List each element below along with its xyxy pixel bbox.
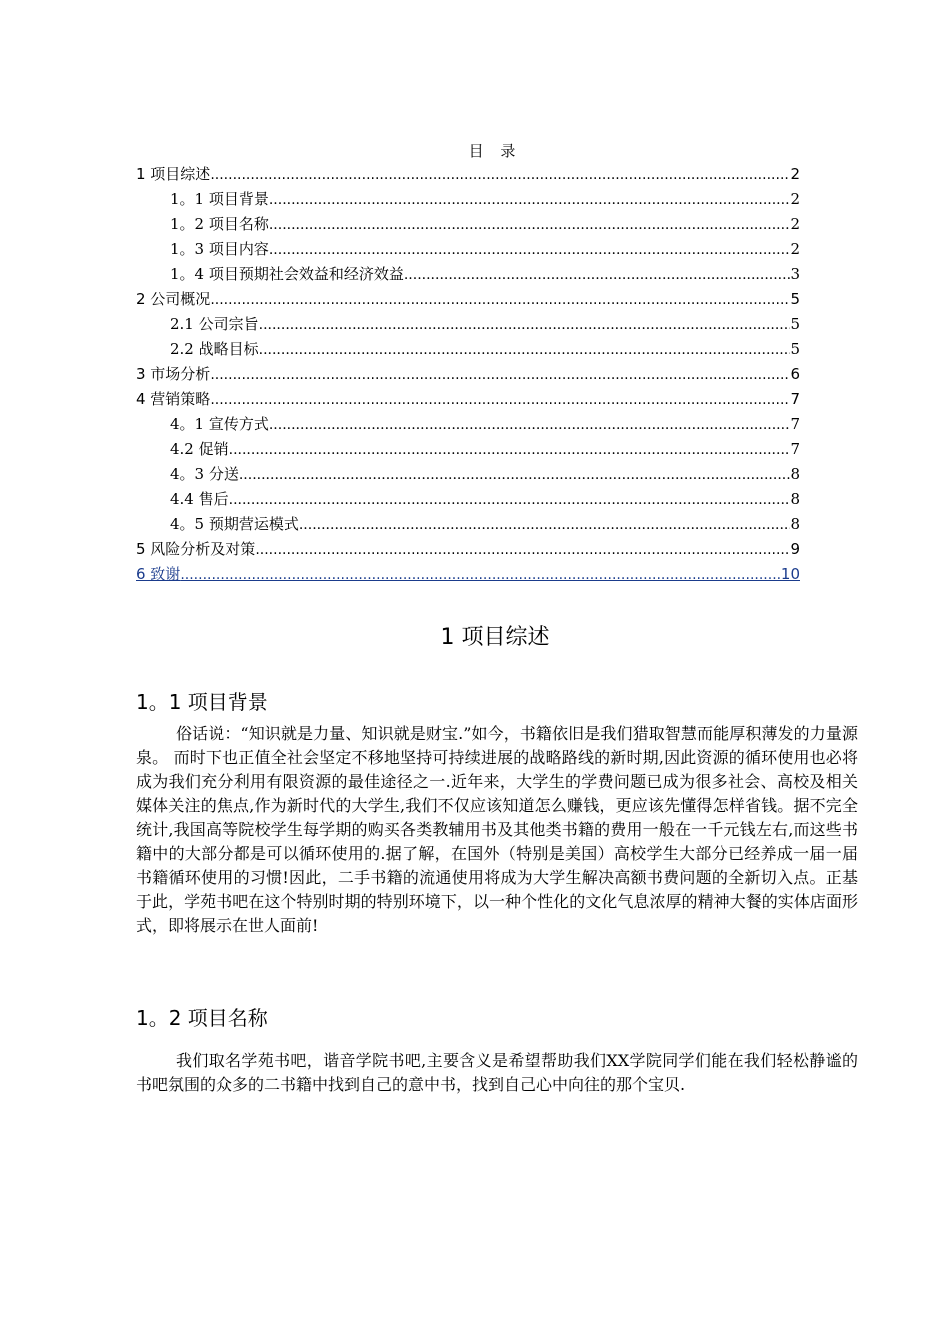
toc-leader [269,213,791,237]
toc-leader [269,413,791,437]
toc-page-number: 7 [790,390,800,408]
toc-page-number: 2 [790,165,800,183]
toc-entry[interactable] [136,312,800,337]
toc-leader [229,438,791,462]
toc-entry-label: 1 项目综述 [136,165,211,183]
toc-leader [269,188,791,212]
toc-leader [239,463,791,487]
toc-entry-label: 4。5 预期营运模式 [170,515,299,533]
toc-entry[interactable] [136,187,800,212]
toc-entry[interactable] [136,487,800,512]
toc-entry[interactable] [136,512,800,537]
table-of-contents [136,162,800,587]
body-paragraph: 我们取名学苑书吧，谐音学院书吧,主要含义是希望帮助我们XX学院同学们能在我们轻松静谧的书吧氛围的众多的二书籍中找到自己的意中书，找到自己心中向往的那个宝贝. [136,1051,858,1094]
toc-entry-label: 2 公司概况 [136,290,211,308]
toc-leader [210,363,790,387]
toc-entry[interactable] [136,262,800,287]
toc-entry-label: 2.2 战略目标 [170,340,259,358]
toc-leader [255,538,790,562]
toc-page-number: 9 [790,540,800,558]
toc-entry-label: 3 市场分析 [136,365,211,383]
subsection-heading: 1。1 项目背景 [136,690,268,714]
toc-page-number: 6 [790,365,800,383]
toc-page-number: 8 [790,515,800,533]
toc-entry-label: 6 致谢 [136,565,181,583]
toc-page-number: 2 [790,215,800,233]
toc-page-number: 7 [790,415,800,433]
toc-entry-label: 4。3 分送 [170,465,239,483]
section-heading: 1 项目综述 [440,625,550,650]
toc-entry-label: 4。1 宣传方式 [170,415,269,433]
toc-leader [229,488,791,512]
toc-entry-label: 2.1 公司宗旨 [170,315,259,333]
toc-entry[interactable] [136,462,800,487]
toc-entry[interactable] [136,237,800,262]
toc-entry[interactable] [136,287,800,312]
toc-entry[interactable] [136,387,800,412]
toc-entry[interactable] [136,537,800,562]
toc-leader [210,163,790,187]
toc-page-number: 10 [780,565,800,583]
toc-entry-link[interactable] [136,562,800,587]
toc-entry[interactable] [136,412,800,437]
toc-entry[interactable] [136,162,800,187]
toc-leader [269,238,791,262]
toc-page-number: 2 [790,240,800,258]
toc-leader [180,563,781,587]
toc-entry-label: 4.4 售后 [170,490,229,508]
toc-page-number: 8 [790,465,800,483]
toc-page-number: 5 [790,340,800,358]
toc-page-number: 7 [790,440,800,458]
toc-entry-label: 5 风险分析及对策 [136,540,256,558]
toc-page-number: 5 [790,315,800,333]
toc-leader [299,513,791,537]
toc-entry-label: 4.2 促销 [170,440,229,458]
toc-entry-label: 1。1 项目背景 [170,190,269,208]
toc-entry-label: 1。3 项目内容 [170,240,269,258]
toc-page-number: 3 [790,265,800,283]
toc-entry[interactable] [136,337,800,362]
toc-entry[interactable] [136,437,800,462]
toc-entry[interactable] [136,362,800,387]
toc-entry-label: 4 营销策略 [136,390,211,408]
toc-leader [210,288,790,312]
toc-page-number: 8 [790,490,800,508]
toc-page-number: 2 [790,190,800,208]
toc-entry[interactable] [136,212,800,237]
toc-entry-label: 1。4 项目预期社会效益和经济效益 [170,265,404,283]
subsection-heading: 1。2 项目名称 [136,1006,268,1030]
toc-leader [404,263,791,287]
toc-leader [259,313,791,337]
toc-title: 目 录 [468,142,522,160]
toc-leader [259,338,791,362]
toc-leader [210,388,790,412]
toc-page-number: 5 [790,290,800,308]
body-paragraph: 俗话说：“知识就是力量、知识就是财宝.”如今，书籍依旧是我们猎取智慧而能厚积薄发的力量源泉。 而时下也正值全社会坚定不移地坚持可持续进展的战略路线的新时期,因此资源的循环使用也必将成为我们充分利用有限资源的最佳途径之一.近年来，大学生的学费问题已成为很多社会、高校及相关媒体关注的焦点,作为新时代的大学生,我们不仅应该知道怎么赚钱，更应该先懂得怎样省钱。据不完全统计,我国高等院校学生每学期的购买各类教辅用书及其他类书籍的费用一般在一千元钱左右,而这些书籍中的大部分都是可以循环使用的.据了解，在国外（特别是美国）高校学生大部分已经养成一届一届书籍循环使用的习惯!因此，二手书籍的流通使用将成为大学生解决高额书费问题的全新切入点。正基于此，学苑书吧在这个特别时期的特别环境下，以一种个性化的文化气息浓厚的精神大餐的实体店面形式，即将展示在世人面前! [136,724,858,935]
toc-entry-label: 1。2 项目名称 [170,215,269,233]
